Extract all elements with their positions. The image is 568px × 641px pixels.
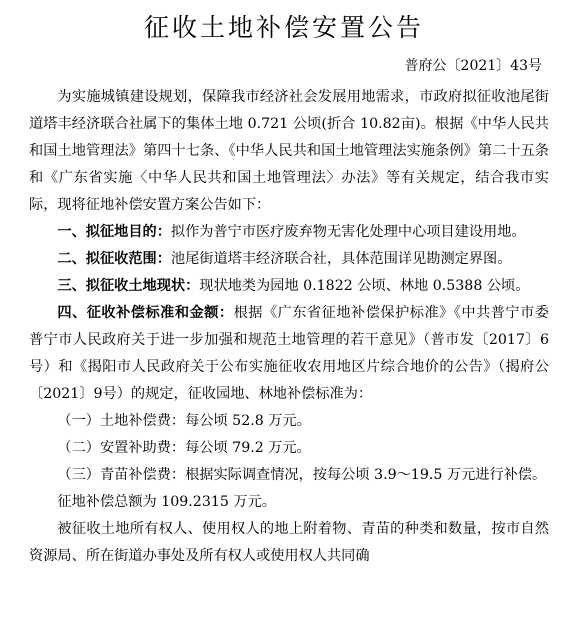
section-heading: 三、拟征收土地现状： [57, 278, 200, 294]
section-text: 根据《广东省征地补偿保护标准》《中共普宁市委 普宁市人民政府关于进一步加强和规范土地管理的若干意见》（普市发〔2017〕6号）和《揭阳市人民政府关于公布实施征收农用地区片综合地价的公告》（揭府公〔2021〕9号）的规定，征收园地、林地补偿标准为： [29, 305, 549, 402]
item-text: 每公顷 79.2 万元。 [185, 440, 311, 456]
section-compensation-standard [29, 300, 549, 408]
section-text: 拟作为普宁市医疗废弃物无害化处理中心项目建设用地。 [170, 224, 526, 240]
item-heading: （一）土地补偿费： [57, 413, 186, 429]
document-body [29, 84, 549, 570]
item-text: 每公顷 52.8 万元。 [185, 413, 311, 429]
section-heading: 四、征收补偿标准和金额： [57, 305, 234, 321]
item-land-compensation [29, 408, 549, 435]
section-scope [29, 246, 549, 273]
intro-paragraph: 为实施城镇建设规划，保障我市经济社会发展用地需求，市政府拟征收池尾街道塔丰经济联合社属下的集体土地 0.721 公顷(折合 10.82亩)。根据《中华人民共和国土地管理法》第四十七条、《中华人民共和国土地管理法实施条例》第二十五条和《广东省实施〈中华人民共和国土地管理法〉办法》等有关规定，结合我市实际，现将征地补偿安置方案公告如下： [29, 89, 549, 213]
item-resettlement-subsidy [29, 435, 549, 462]
section-purpose [29, 219, 549, 246]
item-heading: （二）安置补助费： [57, 440, 186, 456]
section-text: 现状地类为园地 0.1822 公顷、林地 0.5388 公顷。 [199, 278, 530, 294]
document-title: 征收土地补偿安置公告 [143, 13, 424, 42]
closing-paragraph: 被征收土地所有权人、使用权人的地上附着物、青苗的种类和数量，按市自然资源局、所在街道办事处及所有权人或使用权人共同确 [29, 521, 549, 564]
item-text: 根据实际调查情况，按每公顷 3.9～19.5 万元进行补偿。 [185, 467, 547, 483]
section-heading: 二、拟征收范围： [57, 251, 171, 267]
item-heading: （三）青苗补偿费： [57, 467, 186, 483]
section-text: 池尾街道塔丰经济联合社，具体范围详见勘测定界图。 [170, 251, 512, 267]
section-heading: 一、拟征地目的： [57, 224, 171, 240]
section-land-status [29, 273, 549, 300]
document-number: 普府公〔2021〕43号 [404, 58, 542, 74]
item-crop-compensation [29, 462, 549, 489]
total-amount: 征地补偿总额为 109.2315 万元。 [57, 494, 276, 510]
